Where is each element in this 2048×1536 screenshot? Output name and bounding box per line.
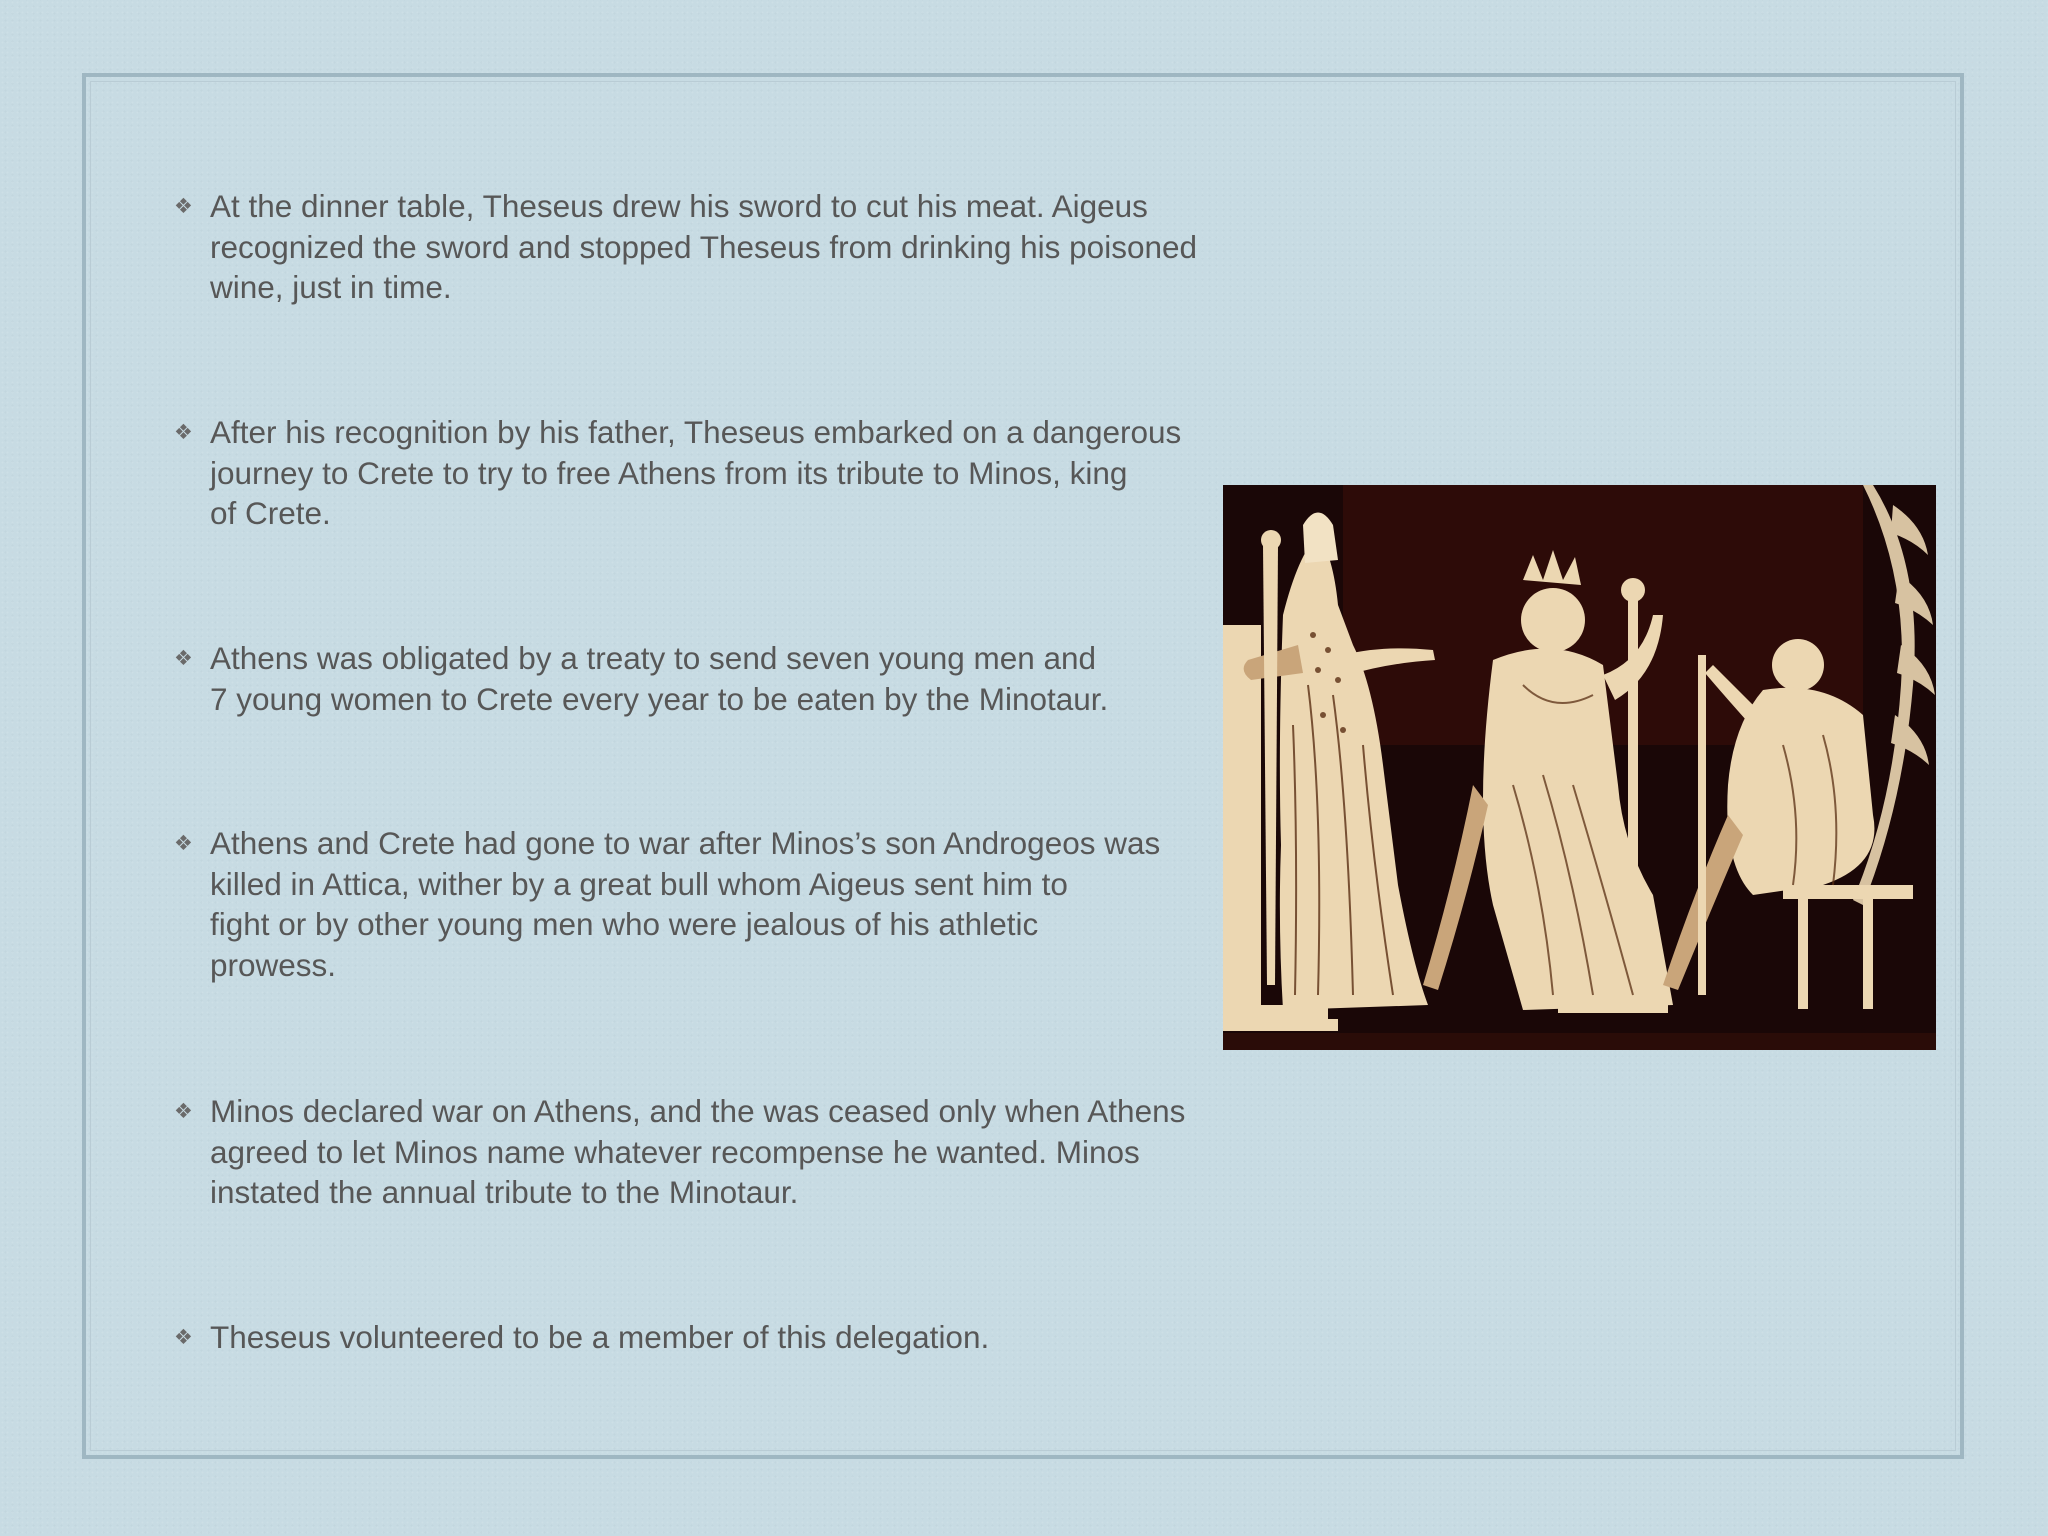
bullet-item-2 <box>174 412 1334 534</box>
diamond-bullet-icon: ❖ <box>174 1325 193 1349</box>
bullet-text-4: Athens and Crete had gone to war after Minos’s son Androgeos was killed in Attica, wither by a great bull whom Aigeus sent him to fight or by other young men who were jealous of his athletic prowess. <box>210 825 1161 983</box>
bullet-text-6: Theseus volunteered to be a member of this delegation. <box>210 1319 990 1355</box>
bullet-text-1: At the dinner table, Theseus drew his sword to cut his meat. Aigeus recognized the sword and stopped Theseus from drinking his poisoned wine, just in time. <box>210 188 1198 305</box>
diamond-bullet-icon: ❖ <box>174 420 193 444</box>
diamond-bullet-icon: ❖ <box>174 646 193 670</box>
bullet-item-5 <box>174 1091 1334 1213</box>
diamond-bullet-icon: ❖ <box>174 1099 193 1123</box>
diamond-bullet-icon: ❖ <box>174 831 193 855</box>
bullet-item-3 <box>174 638 1334 719</box>
vase-painting-illustration <box>1223 485 1936 1050</box>
vase-painting-image <box>1223 485 1936 1050</box>
bullet-text-3: Athens was obligated by a treaty to send seven young men and 7 young women to Crete every year to be eaten by the Minotaur. <box>210 640 1109 717</box>
bullet-item-1 <box>174 186 1334 308</box>
bullet-item-4 <box>174 823 1334 985</box>
bullet-text-2: After his recognition by his father, Theseus embarked on a dangerous journey to Crete to try to free Athens from its tribute to Minos, king of Crete. <box>210 414 1182 531</box>
diamond-bullet-icon: ❖ <box>174 194 193 218</box>
bullet-text-5: Minos declared war on Athens, and the was ceased only when Athens agreed to let Minos name whatever recompense he wanted. Minos instated the annual tribute to the Minotaur. <box>210 1093 1186 1210</box>
bullet-item-6 <box>174 1317 1334 1358</box>
